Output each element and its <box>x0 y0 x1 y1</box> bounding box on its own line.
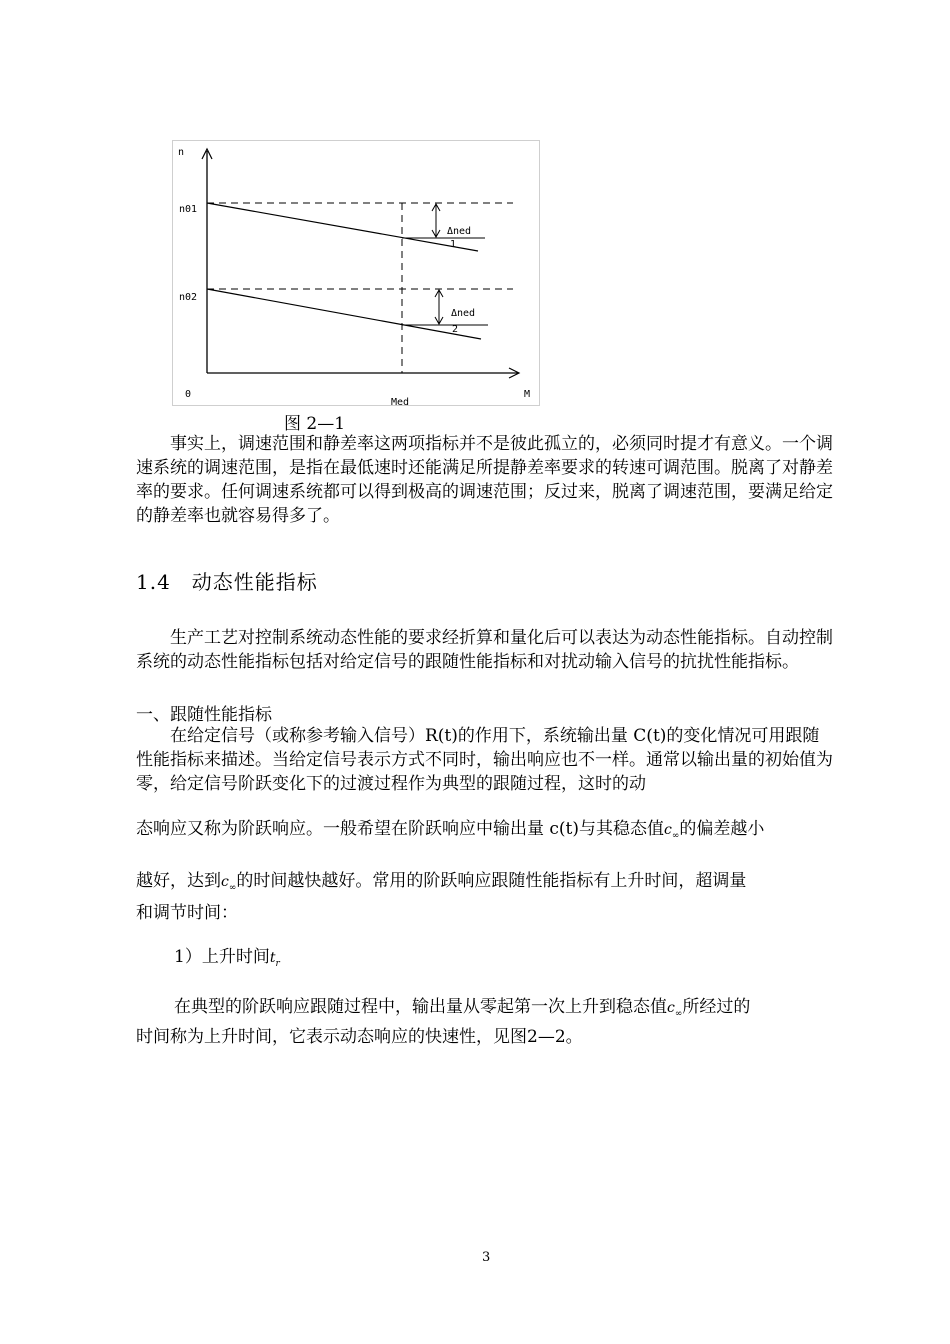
paragraph-2: 生产工艺对控制系统动态性能的要求经折算和量化后可以表达为动态性能指标。自动控制系统的动态性能指标包括对给定信号的跟随性能指标和对扰动输入信号的抗扰性能指标。 <box>136 628 833 672</box>
c-infinity-symbol: $c_\infty$ <box>664 822 680 841</box>
paragraph-4-line-d <box>174 992 750 1019</box>
delta1-label: Δned <box>447 226 472 237</box>
paragraph-3: 在给定信号（或称参考输入信号）R(t)的作用下，系统输出量 C(t)的变化情况可用跟随性能指标来描述。当给定信号表示方式不同时，输出响应也不一样。通常以输出量的初始值为零，给定信号阶跃变化下的过渡过程作为典型的跟随过程，这时的动 <box>136 726 833 794</box>
paragraph-3-line-a <box>136 814 764 841</box>
line-a-text-2: 的偏差越小 <box>679 819 765 839</box>
line-d-text-2: 所经过的 <box>682 997 751 1017</box>
subheading: 一、跟随性能指标 <box>136 705 272 725</box>
paragraph-4-line-e: 时间称为上升时间，它表示动态响应的快速性，见图2—2。 <box>136 1027 583 1047</box>
t-r-symbol: $t_r$ <box>269 950 280 969</box>
origin-label: 0 <box>185 389 192 400</box>
paragraph-3-line-b <box>136 866 746 893</box>
n02-label: n02 <box>179 292 198 303</box>
characteristic-line-2 <box>207 289 481 339</box>
paragraph-3-line-c: 和调节时间： <box>136 903 238 923</box>
list-item-1 <box>174 942 280 969</box>
c-infinity-symbol: $c_\infty$ <box>667 1000 683 1019</box>
x-axis-label: M <box>524 389 531 400</box>
n01-label: n01 <box>179 204 198 215</box>
section-heading: 1.4 动态性能指标 <box>136 570 318 594</box>
line-b-text-2: 的时间越快越好。常用的阶跃响应跟随性能指标有上升时间，超调量 <box>236 871 747 891</box>
characteristic-line-1 <box>207 203 478 251</box>
delta2-label: Δned <box>451 308 476 319</box>
item-1-label: 1）上升时间 <box>174 947 270 967</box>
line-b-text-1: 越好，达到 <box>136 871 221 891</box>
figure-2-1 <box>172 140 540 406</box>
line-d-text-1: 在典型的阶跃响应跟随过程中，输出量从零起第一次上升到稳态值 <box>174 997 667 1017</box>
delta1-index: 1 <box>450 239 457 250</box>
med-label: Med <box>391 397 410 407</box>
y-axis-label: n <box>178 147 185 158</box>
figure-caption: 图 2—1 <box>284 414 346 434</box>
paragraph-1: 事实上，调速范围和静差率这两项指标并不是彼此孤立的，必须同时提才有意义。一个调速系统的调速范围，是指在最低速时还能满足所提静差率要求的转速可调范围。脱离了对静差率的要求。任何调速系统都可以得到极高的调速范围；反过来，脱离了调速范围，要满足给定的静差率也就容易得多了。 <box>136 434 833 526</box>
c-infinity-symbol: $c_\infty$ <box>221 874 237 893</box>
page-number: 3 <box>482 1250 491 1265</box>
line-a-text-1: 态响应又称为阶跃响应。一般希望在阶跃响应中输出量 c(t)与其稳态值 <box>136 819 665 839</box>
speed-torque-diagram <box>173 141 541 407</box>
delta2-index: 2 <box>452 324 459 335</box>
